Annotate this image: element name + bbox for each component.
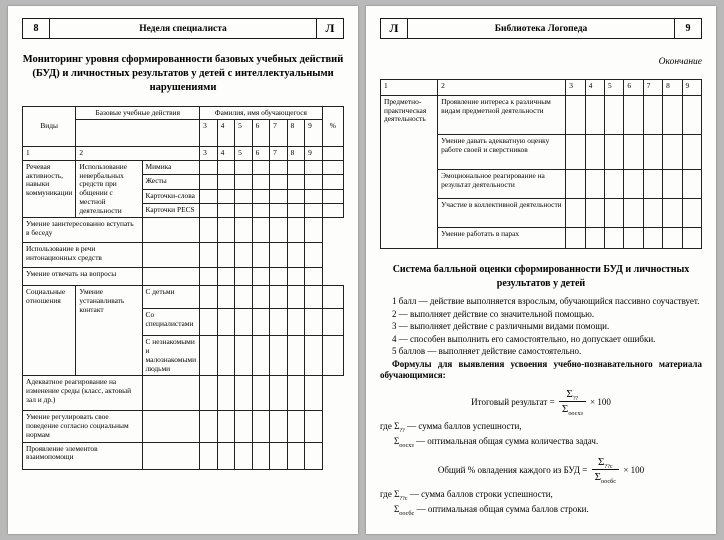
formula-1-label: Итоговый результат = bbox=[471, 396, 555, 407]
score-col-5: 5 bbox=[235, 120, 253, 147]
legend-sub: оосхз bbox=[399, 441, 414, 449]
formula-2-multiplier: × 100 bbox=[623, 464, 645, 475]
table-row bbox=[23, 160, 344, 174]
col-num-6: 6 bbox=[624, 80, 643, 96]
row-action-assessment: Умение давать адекватную оценку работе своей и сверстников bbox=[438, 135, 566, 170]
table-number-row bbox=[381, 80, 702, 96]
row-action-behaviour: Умение регулировать свое поведение согласно социальным нормам bbox=[23, 411, 143, 442]
formula-1-legend-2 bbox=[380, 436, 702, 450]
row-action-nonverbal: Использование невербальных средств при общении с местной деятельности bbox=[76, 160, 142, 217]
score-col-7: 7 bbox=[270, 120, 288, 147]
formula-2-label: Общий % овладения каждого из БУД = bbox=[437, 464, 588, 475]
row-action-beseda: Умение заинтересованно вступать в беседу bbox=[23, 218, 143, 243]
header-student-name: Фамилия, имя обучающегося bbox=[200, 106, 323, 120]
buds-monitoring-table bbox=[22, 106, 344, 470]
continuation-label: Окончание bbox=[658, 57, 702, 67]
col-num-3: 3 bbox=[566, 80, 585, 96]
col-num-6: 6 bbox=[252, 147, 270, 161]
table-row bbox=[23, 286, 344, 309]
header-vidy: Виды bbox=[23, 106, 76, 147]
formula-1-denominator-sub: оосхз bbox=[568, 410, 583, 418]
col-num-7: 7 bbox=[643, 80, 662, 96]
col-num-8: 8 bbox=[287, 147, 305, 161]
formula-2-denominator-sub: оосбс bbox=[601, 478, 617, 486]
row-action-contact: Умение устанавливать контакт bbox=[76, 286, 142, 376]
formula-1-numerator-sub: ?? bbox=[572, 394, 579, 402]
table-row bbox=[23, 376, 344, 411]
header-actions: Базовые учебные действия bbox=[76, 106, 200, 120]
formula-1-fraction bbox=[559, 388, 586, 418]
table-header-row bbox=[23, 106, 344, 120]
col-num-5: 5 bbox=[235, 147, 253, 161]
row-action-mutual-help: Проявление элементов взаимопомощи bbox=[23, 442, 143, 469]
formula-2-fraction bbox=[592, 456, 619, 486]
row-action-answers: Умение отвечать на вопросы bbox=[23, 268, 143, 286]
formula-2-legend-1 bbox=[380, 489, 702, 503]
legend-prefix: где Σ bbox=[380, 489, 400, 500]
col-num-1: 1 bbox=[23, 147, 76, 161]
legend-sub: ??с bbox=[399, 495, 408, 503]
scale-item-4: 4 — способен выполнить его самостоятельно, но допускает ошибки. bbox=[392, 333, 656, 344]
publisher-logo-icon: Л bbox=[316, 19, 344, 38]
left-page bbox=[8, 6, 358, 534]
row-subitem-mimika: Мимика bbox=[142, 160, 200, 174]
row-action-environment: Адекватное реагирование на изменение среды (класс, актовый зал и др.) bbox=[23, 376, 143, 411]
legend-text: — сумма баллов строки успешности, bbox=[409, 489, 553, 500]
score-col-3: 3 bbox=[200, 120, 218, 147]
formula-1-numerator: Σ bbox=[566, 387, 573, 400]
row-subitem-specialists: Со специалистами bbox=[142, 309, 200, 336]
row-type-subject-practical: Предметно-практическая деятельность bbox=[381, 96, 438, 249]
formula-2-denominator: Σ bbox=[594, 471, 601, 484]
left-running-title: Неделя специалиста bbox=[139, 23, 227, 34]
right-page-number: 9 bbox=[674, 19, 702, 38]
legend-prefix: Σ bbox=[394, 504, 400, 514]
col-num-3: 3 bbox=[200, 147, 218, 161]
row-action-collective: Участие в коллективной деятельности bbox=[438, 199, 566, 228]
formula-1-legend-1 bbox=[380, 421, 702, 435]
col-num-7: 7 bbox=[270, 147, 288, 161]
formula-1 bbox=[380, 388, 702, 418]
score-col-8: 8 bbox=[287, 120, 305, 147]
right-running-title: Библиотека Логопеда bbox=[494, 23, 588, 34]
header-percent: % bbox=[322, 106, 343, 147]
formula-2-legend-2 bbox=[380, 504, 702, 518]
col-num-1: 1 bbox=[381, 80, 438, 96]
left-page-number: 8 bbox=[22, 19, 50, 38]
table-row bbox=[23, 218, 344, 243]
row-subitem-pecs: Карточки PECS bbox=[142, 204, 200, 218]
table-row bbox=[23, 442, 344, 469]
table-row bbox=[23, 243, 344, 268]
legend-sub: ?? bbox=[399, 427, 405, 434]
formula-2-numerator: Σ bbox=[598, 455, 605, 468]
row-action-interest: Проявление интереса к различным видам предметной деятельности bbox=[438, 96, 566, 135]
col-num-9: 9 bbox=[682, 80, 702, 96]
row-action-pairs: Умение работать в парах bbox=[438, 228, 566, 249]
row-type-speech: Речевая активность, навыки коммуникации bbox=[23, 160, 76, 217]
col-num-5: 5 bbox=[605, 80, 624, 96]
legend-prefix: где Σ bbox=[380, 421, 400, 432]
scale-item-1: 1 балл — действие выполняется взрослым, обучающийся пассивно соучаствует. bbox=[392, 296, 700, 306]
score-col-9: 9 bbox=[305, 120, 323, 147]
row-action-intonation: Использование в речи интонационных средств bbox=[23, 243, 143, 268]
scale-item-2: 2 — выполняет действие со значительной помощью. bbox=[392, 308, 595, 319]
formula-1-denominator: Σ bbox=[561, 403, 569, 416]
right-page bbox=[366, 6, 716, 534]
col-num-4: 4 bbox=[585, 80, 604, 96]
table-row bbox=[23, 268, 344, 286]
col-num-2: 2 bbox=[438, 80, 566, 96]
score-col-4: 4 bbox=[217, 120, 235, 147]
col-num-4: 4 bbox=[217, 147, 235, 161]
col-num-8: 8 bbox=[663, 80, 682, 96]
legend-text: — сумма баллов успешности, bbox=[407, 421, 522, 432]
col-num-9: 9 bbox=[305, 147, 323, 161]
score-col-6: 6 bbox=[252, 120, 270, 147]
table-row bbox=[23, 411, 344, 442]
row-type-social: Социальные отношения bbox=[23, 286, 76, 376]
legend-prefix: Σ bbox=[394, 435, 400, 446]
row-subitem-strangers: С незнакомыми и малознакомыми людьми bbox=[142, 336, 200, 376]
row-subitem-kartochki-slova: Карточки-слова bbox=[142, 189, 200, 203]
legend-text: — оптимальная общая сумма количества задач. bbox=[415, 435, 599, 446]
formula-1-multiplier: × 100 bbox=[590, 396, 611, 407]
legend-text: — оптимальная общая сумма баллов строки. bbox=[416, 504, 589, 514]
formulas-title: Формулы для выявления усвоения учебно-познавательного материала обучающимися: bbox=[380, 358, 702, 381]
row-subitem-zhesty: Жесты bbox=[142, 175, 200, 189]
publisher-logo-icon: Л bbox=[380, 19, 408, 38]
col-num-2: 2 bbox=[76, 147, 200, 161]
row-subitem-s-detmi: С детьми bbox=[142, 286, 200, 309]
table-row bbox=[381, 96, 702, 135]
buds-monitoring-table-continued bbox=[380, 79, 702, 249]
row-action-emotional-response: Эмоциональное реагирование на результат деятельности bbox=[438, 170, 566, 199]
legend-sub: оосбс bbox=[399, 509, 415, 517]
formula-2-numerator-sub: ??с bbox=[604, 462, 613, 470]
page-title: Мониторинг уровня сформированности базовых учебных действий (БУД) и личностных результатов у детей с интеллектуальными нарушениями bbox=[22, 54, 344, 94]
scale-item-3: 3 — выполняет действие с различными видами помощи. bbox=[392, 321, 610, 332]
formula-2 bbox=[380, 456, 702, 486]
section-title: Система балльной оценки сформированности БУД и личностных результатов у детей bbox=[392, 264, 690, 289]
scale-item-5: 5 баллов — выполняет действие самостоятельно. bbox=[392, 346, 582, 357]
table-number-row bbox=[23, 147, 344, 161]
right-running-head bbox=[380, 18, 702, 39]
left-running-head bbox=[22, 18, 344, 39]
